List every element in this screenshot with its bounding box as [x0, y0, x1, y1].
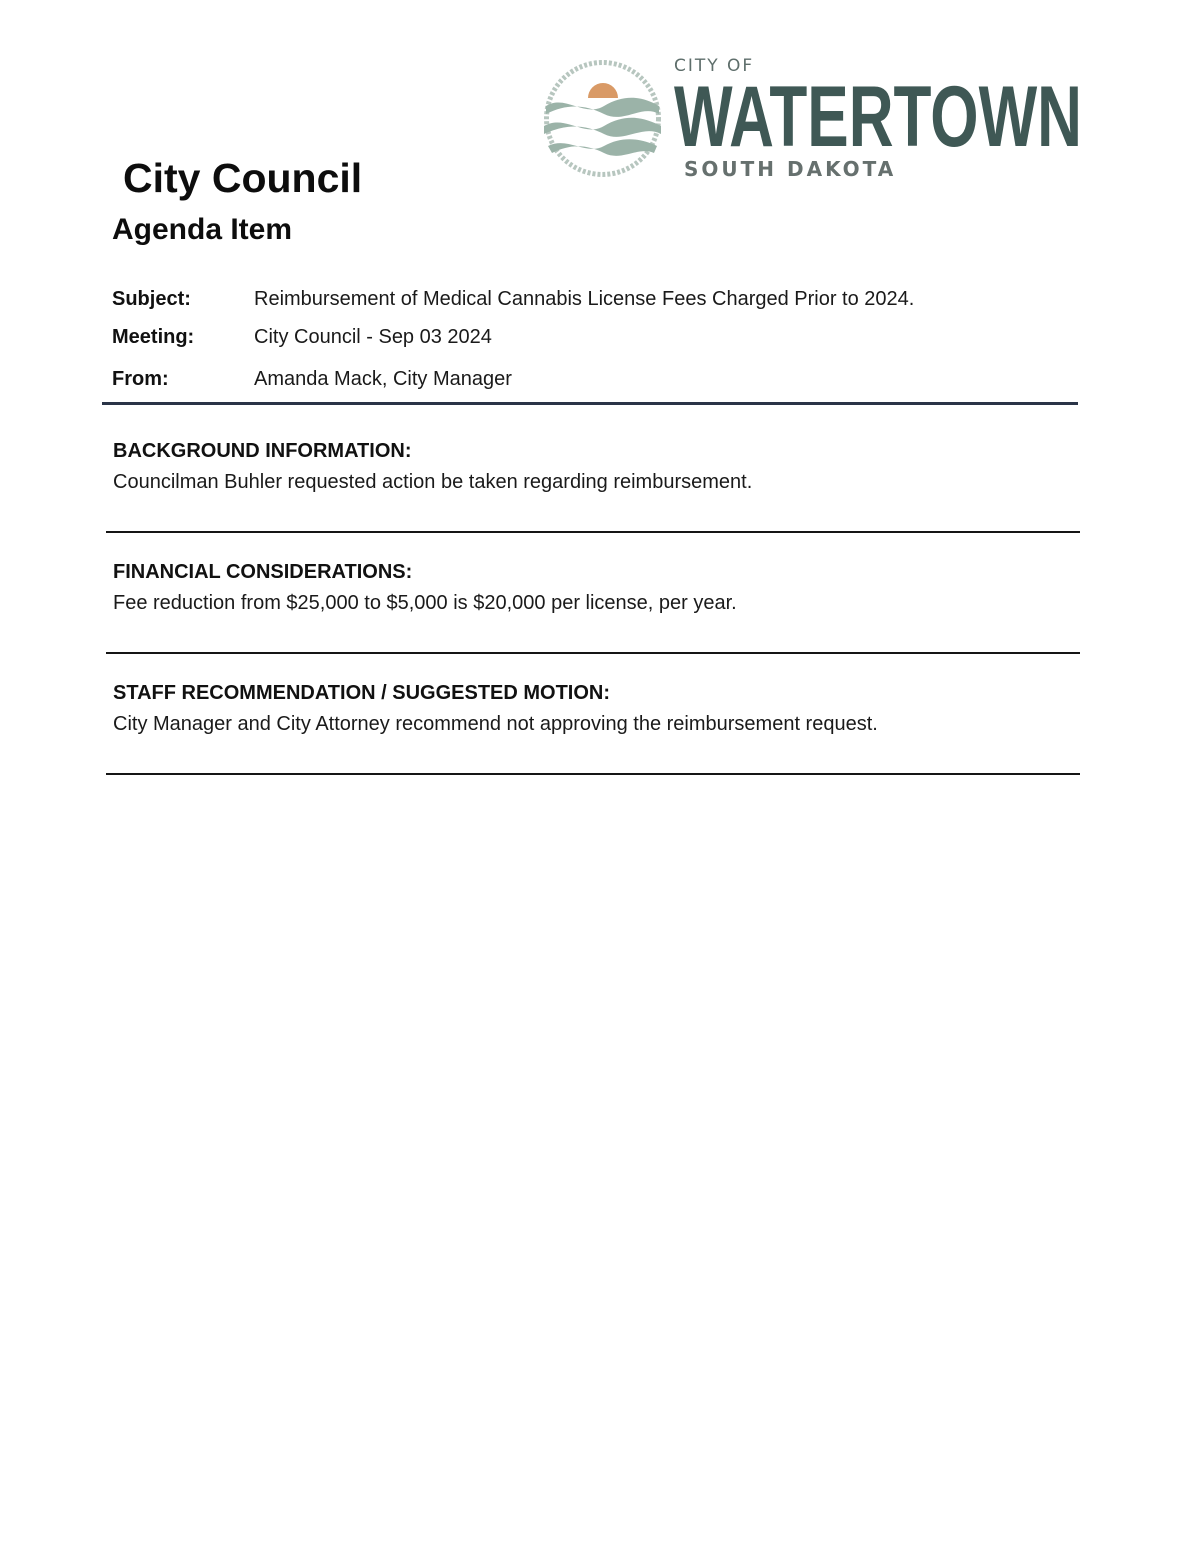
financial-divider [106, 652, 1080, 654]
meta-row-meeting [112, 322, 1072, 352]
subject-value: Reimbursement of Medical Cannabis License Fees Charged Prior to 2024. [254, 288, 915, 310]
background-body: Councilman Buhler requested action be taken regarding reimbursement. [113, 471, 753, 493]
meta-row-from [112, 364, 1072, 394]
from-label: From: [112, 368, 169, 390]
page-subtitle: Agenda Item [112, 213, 293, 246]
background-heading: BACKGROUND INFORMATION: [113, 440, 412, 462]
city-logo [540, 52, 1085, 187]
logo-city-name [674, 74, 1084, 154]
page-title: City Council [123, 155, 363, 201]
recommendation-heading: STAFF RECOMMENDATION / SUGGESTED MOTION: [113, 682, 611, 704]
financial-body: Fee reduction from $25,000 to $5,000 is $20,000 per license, per year. [113, 592, 737, 614]
logo-city-of: CITY OF [674, 56, 755, 76]
background-divider [106, 531, 1080, 533]
logo-state: SOUTH DAKOTA [684, 157, 897, 181]
from-value: Amanda Mack, City Manager [254, 368, 512, 390]
header-divider [102, 402, 1078, 405]
meta-row-subject [112, 284, 1072, 314]
meeting-value: City Council - Sep 03 2024 [254, 326, 492, 348]
recommendation-body: City Manager and City Attorney recommend not approving the reimbursement request. [113, 713, 878, 735]
subject-label: Subject: [112, 288, 191, 310]
financial-heading: FINANCIAL CONSIDERATIONS: [113, 561, 413, 583]
recommendation-divider [106, 773, 1080, 775]
watertown-emblem-icon [540, 56, 665, 181]
logo-name-text: WATERTOWN [674, 74, 1082, 154]
meeting-label: Meeting: [112, 326, 195, 348]
